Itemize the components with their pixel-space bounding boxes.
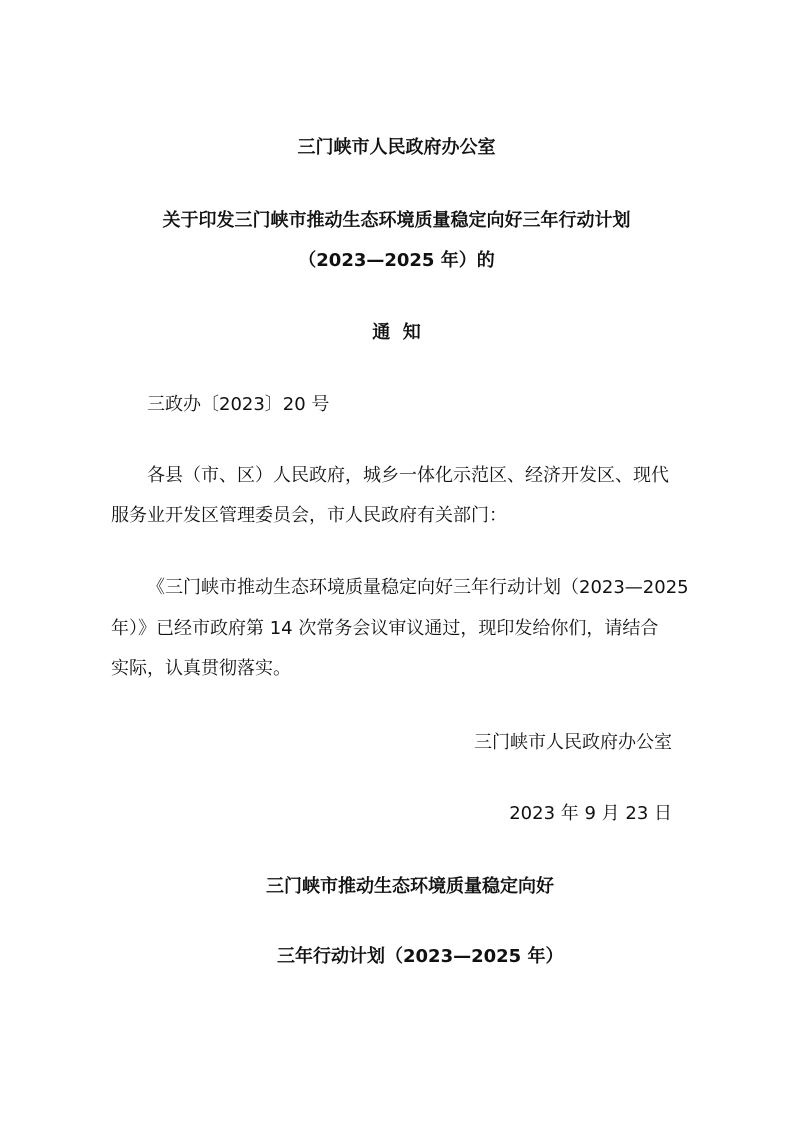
signature-date: 2023 年 9 月 23 日	[509, 803, 672, 824]
attachment-title-line-1: 三门峡市推动生态环境质量稳定向好	[266, 876, 554, 897]
notice-heading: 通 知	[372, 322, 421, 343]
paragraph-line-2: 年）》已经市政府第 14 次常务会议审议通过，现印发给你们，请结合	[111, 618, 659, 639]
paragraph-line-3: 实际，认真贯彻落实。	[111, 658, 291, 679]
recipients-line-1: 各县（市、区）人民政府，城乡一体化示范区、经济开发区、现代	[147, 465, 669, 486]
title-line-1: 关于印发三门峡市推动生态环境质量稳定向好三年行动计划	[162, 210, 631, 231]
signature-issuer: 三门峡市人民政府办公室	[474, 732, 672, 753]
paragraph-line-1: 《三门峡市推动生态环境质量稳定向好三年行动计划（2023—2025	[147, 577, 689, 598]
issuer-heading: 三门峡市人民政府办公室	[297, 137, 496, 158]
recipients-line-2: 服务业开发区管理委员会，市人民政府有关部门：	[111, 505, 507, 526]
attachment-title-line-2: 三年行动计划（2023—2025 年）	[277, 946, 564, 967]
document-number: 三政办〔2023〕20 号	[147, 394, 330, 415]
title-line-2: （2023—2025 年）的	[298, 250, 495, 271]
